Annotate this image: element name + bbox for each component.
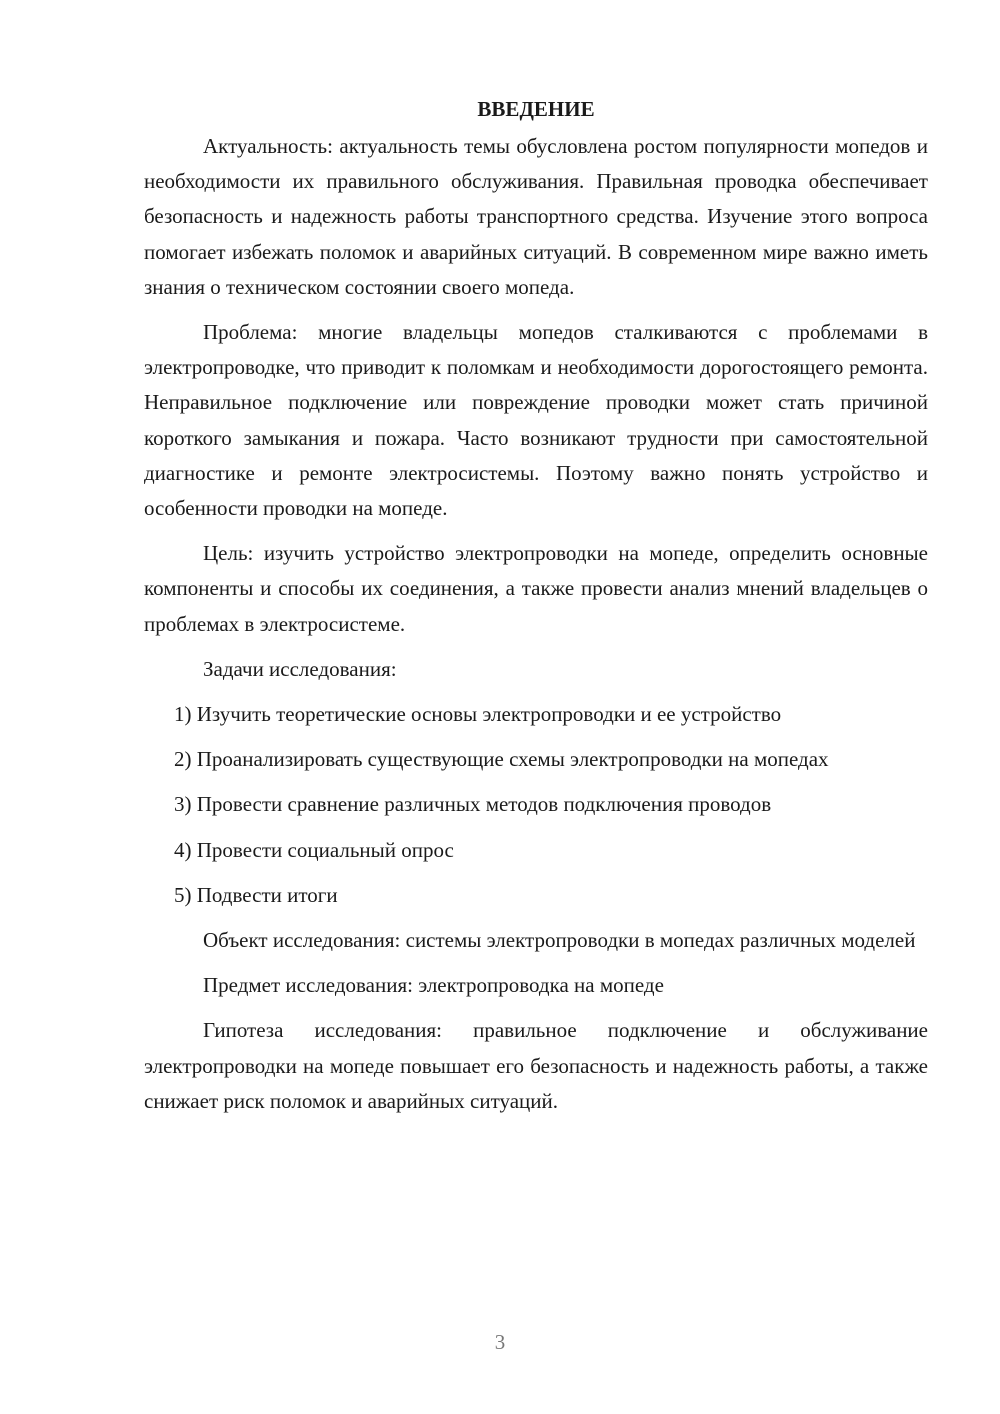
paragraph-subject: Предмет исследования: электропроводка на мопеде	[203, 973, 664, 998]
section-title: ВВЕДЕНИЕ	[477, 97, 595, 121]
task-item-4: 4) Провести социальный опрос	[174, 837, 454, 862]
paragraph-object: Объект исследования: системы электропроводки в мопедах различных моделей	[203, 928, 916, 953]
document-page	[144, 92, 928, 1129]
task-item-1: 1) Изучить теоретические основы электропроводки и ее устройство	[174, 702, 782, 727]
paragraph-goal: Цель: изучить устройство электропроводки на мопеде, определить основные компоненты и способы их соединения, а также провести анализ мнений владельцев о проблемах в электросистеме.	[144, 541, 928, 636]
task-item-2: 2) Проанализировать существующие схемы электропроводки на мопедах	[174, 747, 829, 772]
page-number: 3	[494, 1330, 506, 1354]
paragraph-tasks-heading: Задачи исследования:	[203, 656, 397, 681]
paragraph-relevance: Актуальность: актуальность темы обусловлена ростом популярности мопедов и необходимости их правильного обслуживания. Правильная проводка обеспечивает безопасность и надежность работы транспортного средства. Изучение этого вопроса помогает избежать поломок и аварийных ситуаций. В современном мире важно иметь знания о техническом состоянии своего мопеда.	[144, 134, 928, 299]
task-item-3: 3) Провести сравнение различных методов подключения проводов	[174, 792, 772, 817]
task-item-5: 5) Подвести итоги	[174, 882, 338, 907]
paragraph-problem: Проблема: многие владельцы мопедов сталкиваются с проблемами в электропроводке, что приводит к поломкам и необходимости дорогостоящего ремонта. Неправильное подключение или повреждение проводки может стать причиной короткого замыкания и пожара. Часто возникают трудности при самостоятельной диагностике и ремонте электросистемы. Поэтому важно понять устройство и особенности проводки на мопеде.	[144, 320, 928, 521]
paragraph-hypothesis: Гипотеза исследования: правильное подключение и обслуживание электропроводки на мопеде повышает его безопасность и надежность работы, а также снижает риск поломок и аварийных ситуаций.	[144, 1018, 928, 1113]
